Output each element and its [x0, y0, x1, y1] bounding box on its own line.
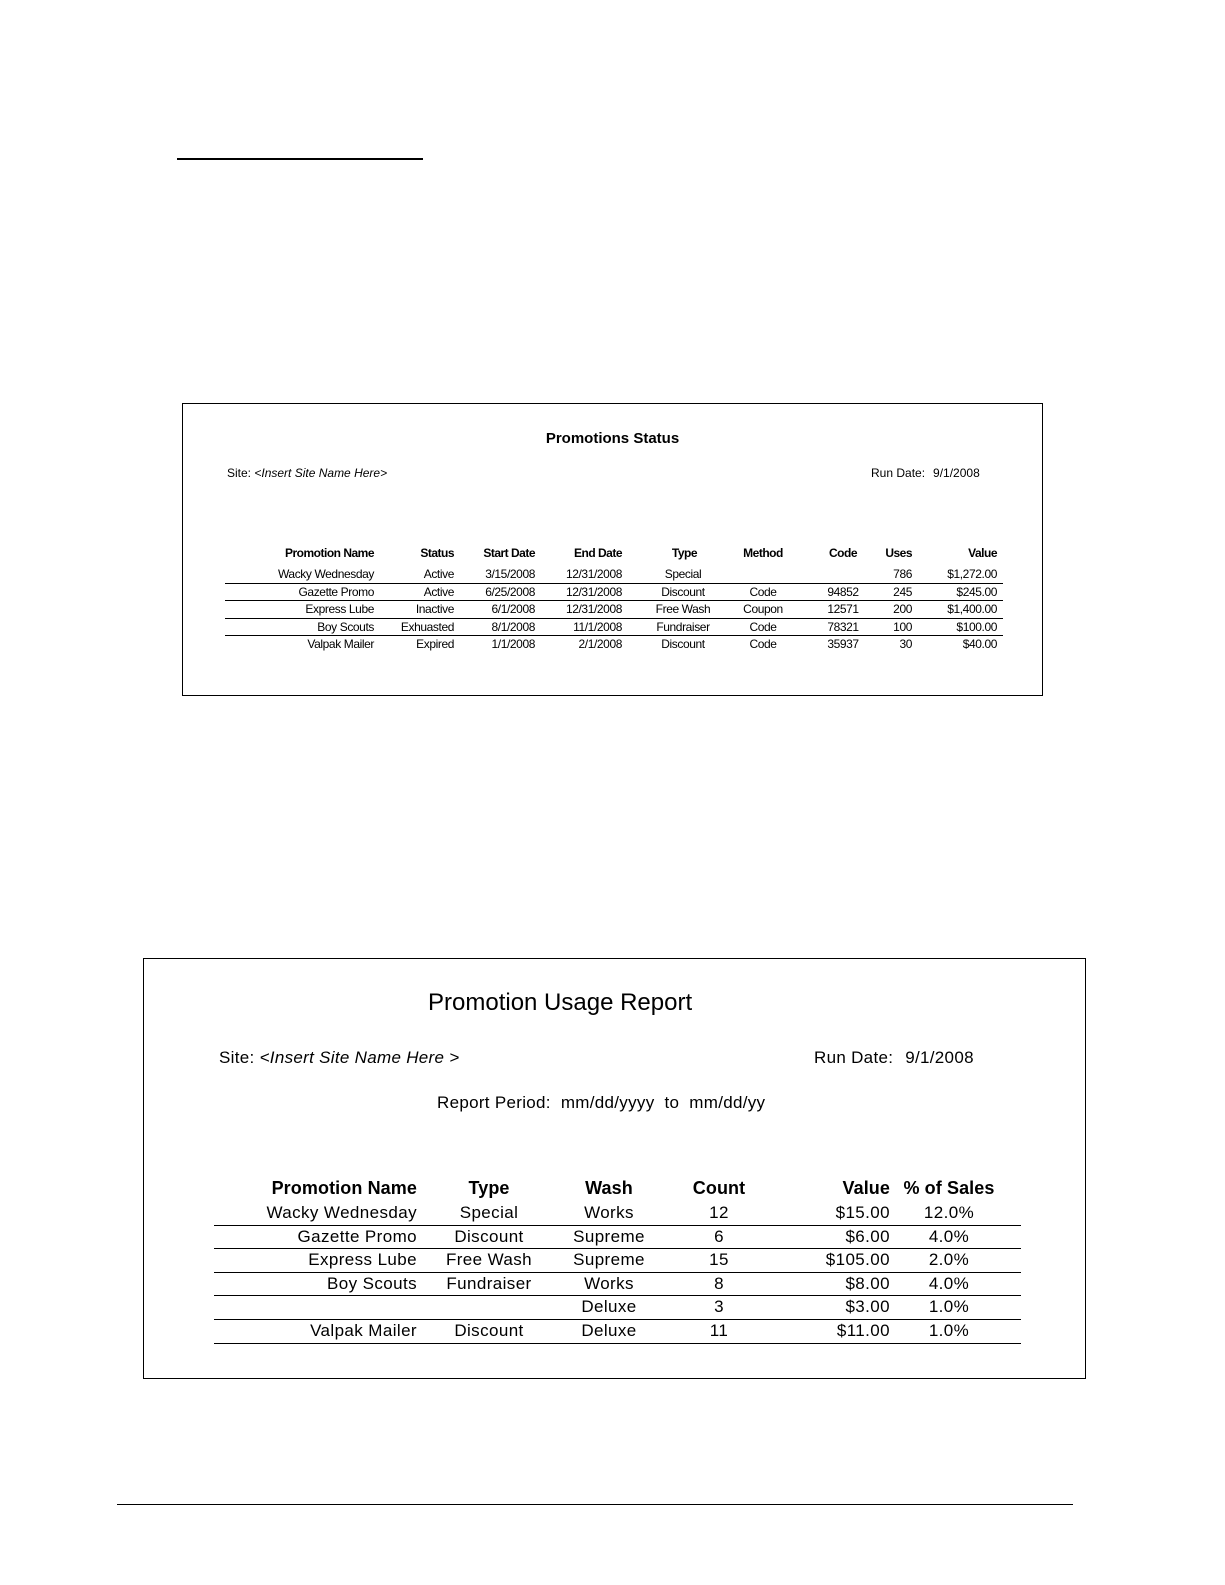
- cell-type: Free Wash: [655, 602, 711, 616]
- cell-count: 6: [714, 1226, 724, 1246]
- cell-code: 94852: [827, 584, 859, 599]
- cell-promotion-name: Wacky Wednesday: [266, 1203, 417, 1222]
- column-header-type: Type: [671, 546, 697, 560]
- cell-method: Code: [749, 619, 777, 634]
- column-header-status: Status: [420, 546, 454, 560]
- table-row: [214, 1320, 1021, 1344]
- cell-start-date: 6/25/2008: [485, 584, 535, 599]
- cell-uses: 200: [893, 602, 912, 616]
- table-row: [225, 584, 1003, 602]
- cell-percent-of-sales: 4.0%: [928, 1226, 970, 1246]
- cell-value: $40.00: [962, 637, 997, 651]
- column-header-value: Value: [968, 546, 997, 560]
- promotion-usage-table: [214, 1176, 1021, 1344]
- run-date-value: 9/1/2008: [905, 1048, 974, 1067]
- cell-code: 78321: [827, 619, 859, 634]
- cell-code: 12571: [827, 602, 859, 616]
- site-line: [219, 1048, 460, 1068]
- cell-count: 3: [714, 1297, 724, 1317]
- cell-value: $100.00: [956, 619, 997, 634]
- table-row: [214, 1296, 1021, 1320]
- table-row: [214, 1273, 1021, 1297]
- cell-method: Coupon: [743, 602, 783, 616]
- report-title: Promotions Status: [545, 430, 680, 447]
- cell-promotion-name: Wacky Wednesday: [277, 567, 374, 581]
- cell-value: $245.00: [956, 584, 997, 599]
- cell-promotion-name: Valpak Mailer: [307, 637, 374, 651]
- column-header-uses: Uses: [885, 546, 912, 560]
- report-period-line: [437, 1093, 765, 1113]
- cell-wash: Works: [584, 1273, 634, 1293]
- column-header-percent-of-sales: % of Sales: [903, 1178, 995, 1198]
- run-date-value: 9/1/2008: [933, 466, 980, 480]
- report-period-start: mm/dd/yyyy: [560, 1093, 655, 1112]
- report-period-end: mm/dd/yy: [689, 1093, 766, 1112]
- cell-end-date: 11/1/2008: [573, 619, 622, 634]
- cell-percent-of-sales: 2.0%: [928, 1250, 970, 1270]
- site-line: [227, 466, 387, 480]
- site-label: Site:: [227, 466, 252, 480]
- cell-type: Discount: [661, 584, 705, 599]
- report-period-to: to: [664, 1093, 680, 1112]
- promotion-usage-report: [143, 958, 1086, 1379]
- cell-value: $1,272.00: [947, 567, 997, 581]
- run-date-label: Run Date:: [871, 466, 926, 480]
- column-header-start-date: Start Date: [483, 546, 535, 560]
- cell-wash: Supreme: [573, 1226, 645, 1246]
- cell-promotion-name: Boy Scouts: [317, 619, 374, 634]
- cell-value: $8.00: [845, 1273, 890, 1293]
- table-row: [225, 636, 1003, 653]
- cell-status: Expired: [416, 637, 454, 651]
- cell-value: $11.00: [836, 1320, 890, 1340]
- cell-wash: Deluxe: [581, 1320, 637, 1340]
- column-header-value: Value: [842, 1178, 890, 1198]
- cell-promotion-name: Gazette Promo: [297, 1226, 417, 1246]
- column-header-promotion-name: Promotion Name: [271, 1178, 417, 1198]
- cell-promotion-name: Express Lube: [308, 1250, 417, 1270]
- cell-type: Fundraiser: [656, 619, 710, 634]
- cell-percent-of-sales: 4.0%: [928, 1273, 970, 1293]
- cell-uses: 100: [893, 619, 912, 634]
- cell-status: Active: [423, 567, 454, 581]
- cell-promotion-name: Express Lube: [305, 602, 374, 616]
- report-title: Promotion Usage Report: [428, 989, 693, 1016]
- table-header-row: [225, 544, 1003, 566]
- column-header-method: Method: [743, 546, 783, 560]
- cell-percent-of-sales: 1.0%: [928, 1320, 970, 1340]
- column-header-promotion-name: Promotion Name: [284, 546, 374, 560]
- cell-count: 12: [709, 1203, 729, 1222]
- cell-status: Exhuasted: [400, 619, 454, 634]
- cell-method: Code: [749, 584, 777, 599]
- cell-status: Active: [423, 584, 454, 599]
- site-label: Site:: [219, 1048, 255, 1067]
- report-period-label: Report Period:: [437, 1093, 551, 1112]
- table-row: [214, 1226, 1021, 1250]
- cell-promotion-name: Gazette Promo: [298, 584, 374, 599]
- cell-type: Discount: [454, 1226, 524, 1246]
- column-header-count: Count: [692, 1178, 746, 1198]
- cell-method: Code: [749, 637, 777, 651]
- cell-percent-of-sales: 1.0%: [928, 1297, 970, 1317]
- column-header-type: Type: [468, 1178, 510, 1198]
- cell-start-date: 6/1/2008: [491, 602, 535, 616]
- cell-promotion-name: Valpak Mailer: [310, 1320, 417, 1340]
- cell-count: 15: [709, 1250, 729, 1270]
- cell-status: Inactive: [415, 602, 454, 616]
- cell-code: 35937: [827, 637, 859, 651]
- cell-count: 11: [709, 1320, 729, 1340]
- column-header-wash: Wash: [585, 1178, 633, 1198]
- cell-value: $105.00: [825, 1250, 890, 1270]
- cell-value: $1,400.00: [947, 602, 997, 616]
- footer-rule: [117, 1504, 1073, 1505]
- run-date-line: [814, 1048, 974, 1068]
- cell-percent-of-sales: 12.0%: [923, 1203, 975, 1222]
- cell-type: Special: [664, 567, 702, 581]
- cell-uses: 245: [893, 584, 912, 599]
- top-rule: [177, 158, 423, 160]
- table-header-row: [214, 1176, 1021, 1202]
- promotions-status-report: [182, 403, 1043, 696]
- cell-start-date: 1/1/2008: [491, 637, 535, 651]
- cell-type: Special: [459, 1203, 519, 1222]
- column-header-code: Code: [829, 546, 857, 560]
- cell-wash: Works: [584, 1203, 634, 1222]
- cell-wash: Supreme: [573, 1250, 645, 1270]
- cell-end-date: 2/1/2008: [578, 637, 622, 651]
- run-date-label: Run Date:: [814, 1048, 894, 1067]
- cell-end-date: 12/31/2008: [565, 567, 622, 581]
- table-row: [225, 566, 1003, 584]
- cell-start-date: 8/1/2008: [491, 619, 535, 634]
- cell-value: $15.00: [835, 1203, 890, 1222]
- cell-type: Free Wash: [445, 1250, 533, 1270]
- site-name-placeholder: <Insert Site Name Here >: [259, 1048, 460, 1067]
- table-row: [225, 601, 1003, 619]
- column-header-end-date: End Date: [573, 546, 622, 560]
- cell-count: 8: [714, 1273, 724, 1293]
- table-row: [214, 1202, 1021, 1226]
- cell-uses: 30: [899, 637, 912, 651]
- cell-value: $3.00: [845, 1297, 890, 1317]
- cell-uses: 786: [893, 567, 912, 581]
- cell-type: Discount: [454, 1320, 524, 1340]
- cell-type: Fundraiser: [446, 1273, 532, 1293]
- cell-end-date: 12/31/2008: [565, 584, 622, 599]
- cell-end-date: 12/31/2008: [565, 602, 622, 616]
- cell-promotion-name: Boy Scouts: [327, 1273, 417, 1293]
- run-date-line: [871, 466, 980, 480]
- table-row: [225, 619, 1003, 637]
- cell-type: Discount: [661, 637, 705, 651]
- cell-value: $6.00: [845, 1226, 890, 1246]
- table-row: [214, 1249, 1021, 1273]
- promotions-status-table: [225, 544, 1003, 653]
- site-name-placeholder: <Insert Site Name Here>: [254, 466, 388, 480]
- cell-start-date: 3/15/2008: [485, 567, 535, 581]
- cell-wash: Deluxe: [581, 1297, 637, 1317]
